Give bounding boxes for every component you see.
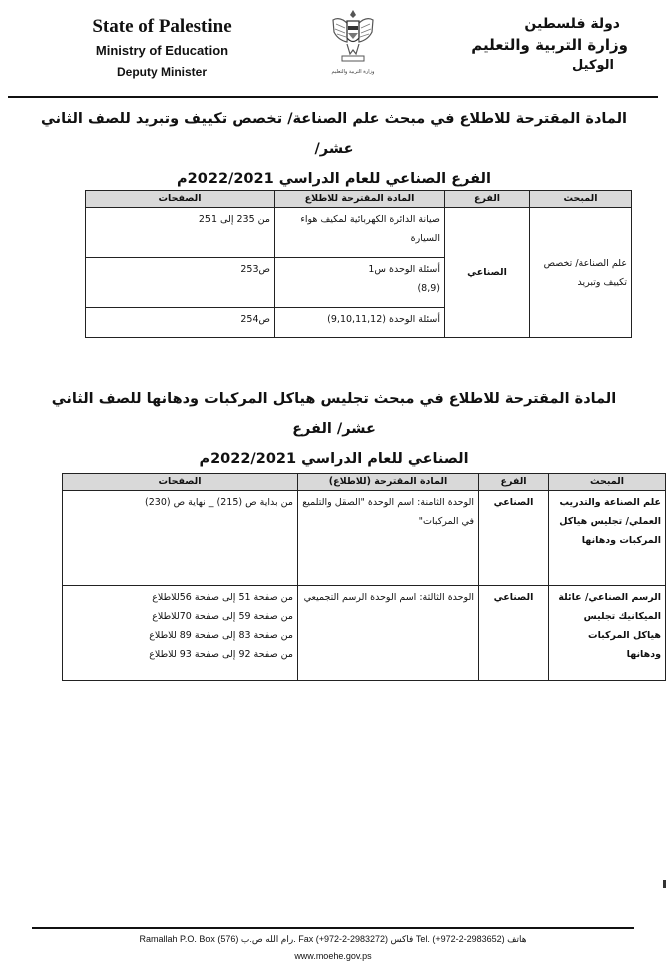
branch-cell: الصناعي [445, 208, 530, 338]
subject-cell: علم الصناعة والتدريب العملي/ تجليس هياكل المركبات ودهانها [549, 491, 666, 586]
column-header-subject: المبحث [530, 191, 632, 208]
pages-line: من صفحة 92 إلى صفحة 93 للاطلاع [149, 649, 293, 660]
column-header-pages: الصفحات [63, 474, 298, 491]
pages-line: من صفحة 59 إلى صفحة 70للاطلاع [152, 611, 293, 622]
header-divider [8, 96, 658, 98]
material-line: (8,9) [417, 283, 440, 294]
pages-line: من صفحة 83 إلى صفحة 89 للاطلاع [149, 630, 293, 641]
website-link[interactable]: www.moehe.gov.ps [294, 951, 372, 961]
office-name-ar: الوكيل [572, 58, 614, 73]
table-row [63, 491, 666, 586]
material-cell [275, 258, 445, 308]
column-header-pages: الصفحات [86, 191, 275, 208]
table-header-row [63, 474, 666, 491]
pages-cell: من 235 إلى 251 [86, 208, 275, 258]
column-header-branch: الفرع [479, 474, 549, 491]
subject-cell: علم الصناعة/ تخصص تكييف وتبريد [530, 208, 632, 338]
material-cell: صيانة الدائرة الكهربائية لمكيف هواء السيارة [275, 208, 445, 258]
section2-title-line2: الصناعي للعام الدراسي 2022/2021م [199, 451, 469, 467]
table-row [86, 208, 632, 258]
office-name-en: Deputy Minister [116, 65, 207, 79]
footer-divider [32, 927, 634, 929]
header-english [62, 14, 262, 82]
contact-line: Ramallah P.O. Box (576) رام الله ص.ب. Fax (+972-2-2983272) فاكس Tel. (+972-2-2983652) هاتف [139, 934, 527, 944]
table-row [63, 586, 666, 681]
section2-title-line1: المادة المقترحة للاطلاع في مبحث تجليس هياكل المركبات ودهانها للصف الثاني عشر/ الفرع [51, 391, 617, 437]
pages-cell [63, 491, 298, 586]
pages-cell: ص253 [86, 258, 275, 308]
header-arabic [428, 14, 628, 76]
ministry-name-ar: وزارة التربية والتعليم [471, 36, 628, 54]
section1-table [85, 190, 632, 338]
palestine-emblem [318, 6, 388, 75]
material-cell: أسئلة الوحدة (9,10,11,12) [275, 308, 445, 338]
branch-cell: الصناعي [479, 491, 549, 586]
column-header-material: المادة المقترحة (للاطلاع) [298, 474, 479, 491]
pages-cell [63, 586, 298, 681]
column-header-branch: الفرع [445, 191, 530, 208]
state-name-en: State of Palestine [92, 16, 232, 37]
pages-line: من بداية ص (215) _ نهاية ص (230) [145, 497, 293, 508]
column-header-subject: المبحث [549, 474, 666, 491]
material-cell: الوحدة الثالثة: اسم الوحدة الرسم التجميعي [298, 586, 479, 681]
material-cell: الوحدة الثامنة: اسم الوحدة "الصقل والتلميع في المركبات" [298, 491, 479, 586]
section2-table [62, 473, 666, 681]
section1-title [36, 104, 632, 194]
state-name-ar: دولة فلسطين [524, 16, 620, 32]
subject-cell: الرسم الصناعي/ عائلة الميكانيك تجليس هياكل المركبات ودهانها [549, 586, 666, 681]
section1-title-line2: الفرع الصناعي للعام الدراسي 2022/2021م [177, 171, 491, 187]
column-header-material: المادة المقترحة للاطلاع [275, 191, 445, 208]
emblem-caption: وزارة التربية والتعليم [331, 69, 375, 75]
ministry-name-en: Ministry of Education [95, 43, 229, 58]
footer [0, 931, 666, 965]
pages-line: من صفحة 51 إلى صفحة 56للاطلاع [152, 592, 293, 603]
branch-cell: الصناعي [479, 586, 549, 681]
section2-title [36, 384, 632, 474]
eagle-emblem-icon [330, 6, 376, 64]
material-line: أسئلة الوحدة س1 [368, 264, 440, 275]
section1-title-line1: المادة المقترحة للاطلاع في مبحث علم الصناعة/ تخصص تكييف وتبريد للصف الثاني عشر/ [41, 111, 627, 157]
table-header-row [86, 191, 632, 208]
pages-cell: ص254 [86, 308, 275, 338]
